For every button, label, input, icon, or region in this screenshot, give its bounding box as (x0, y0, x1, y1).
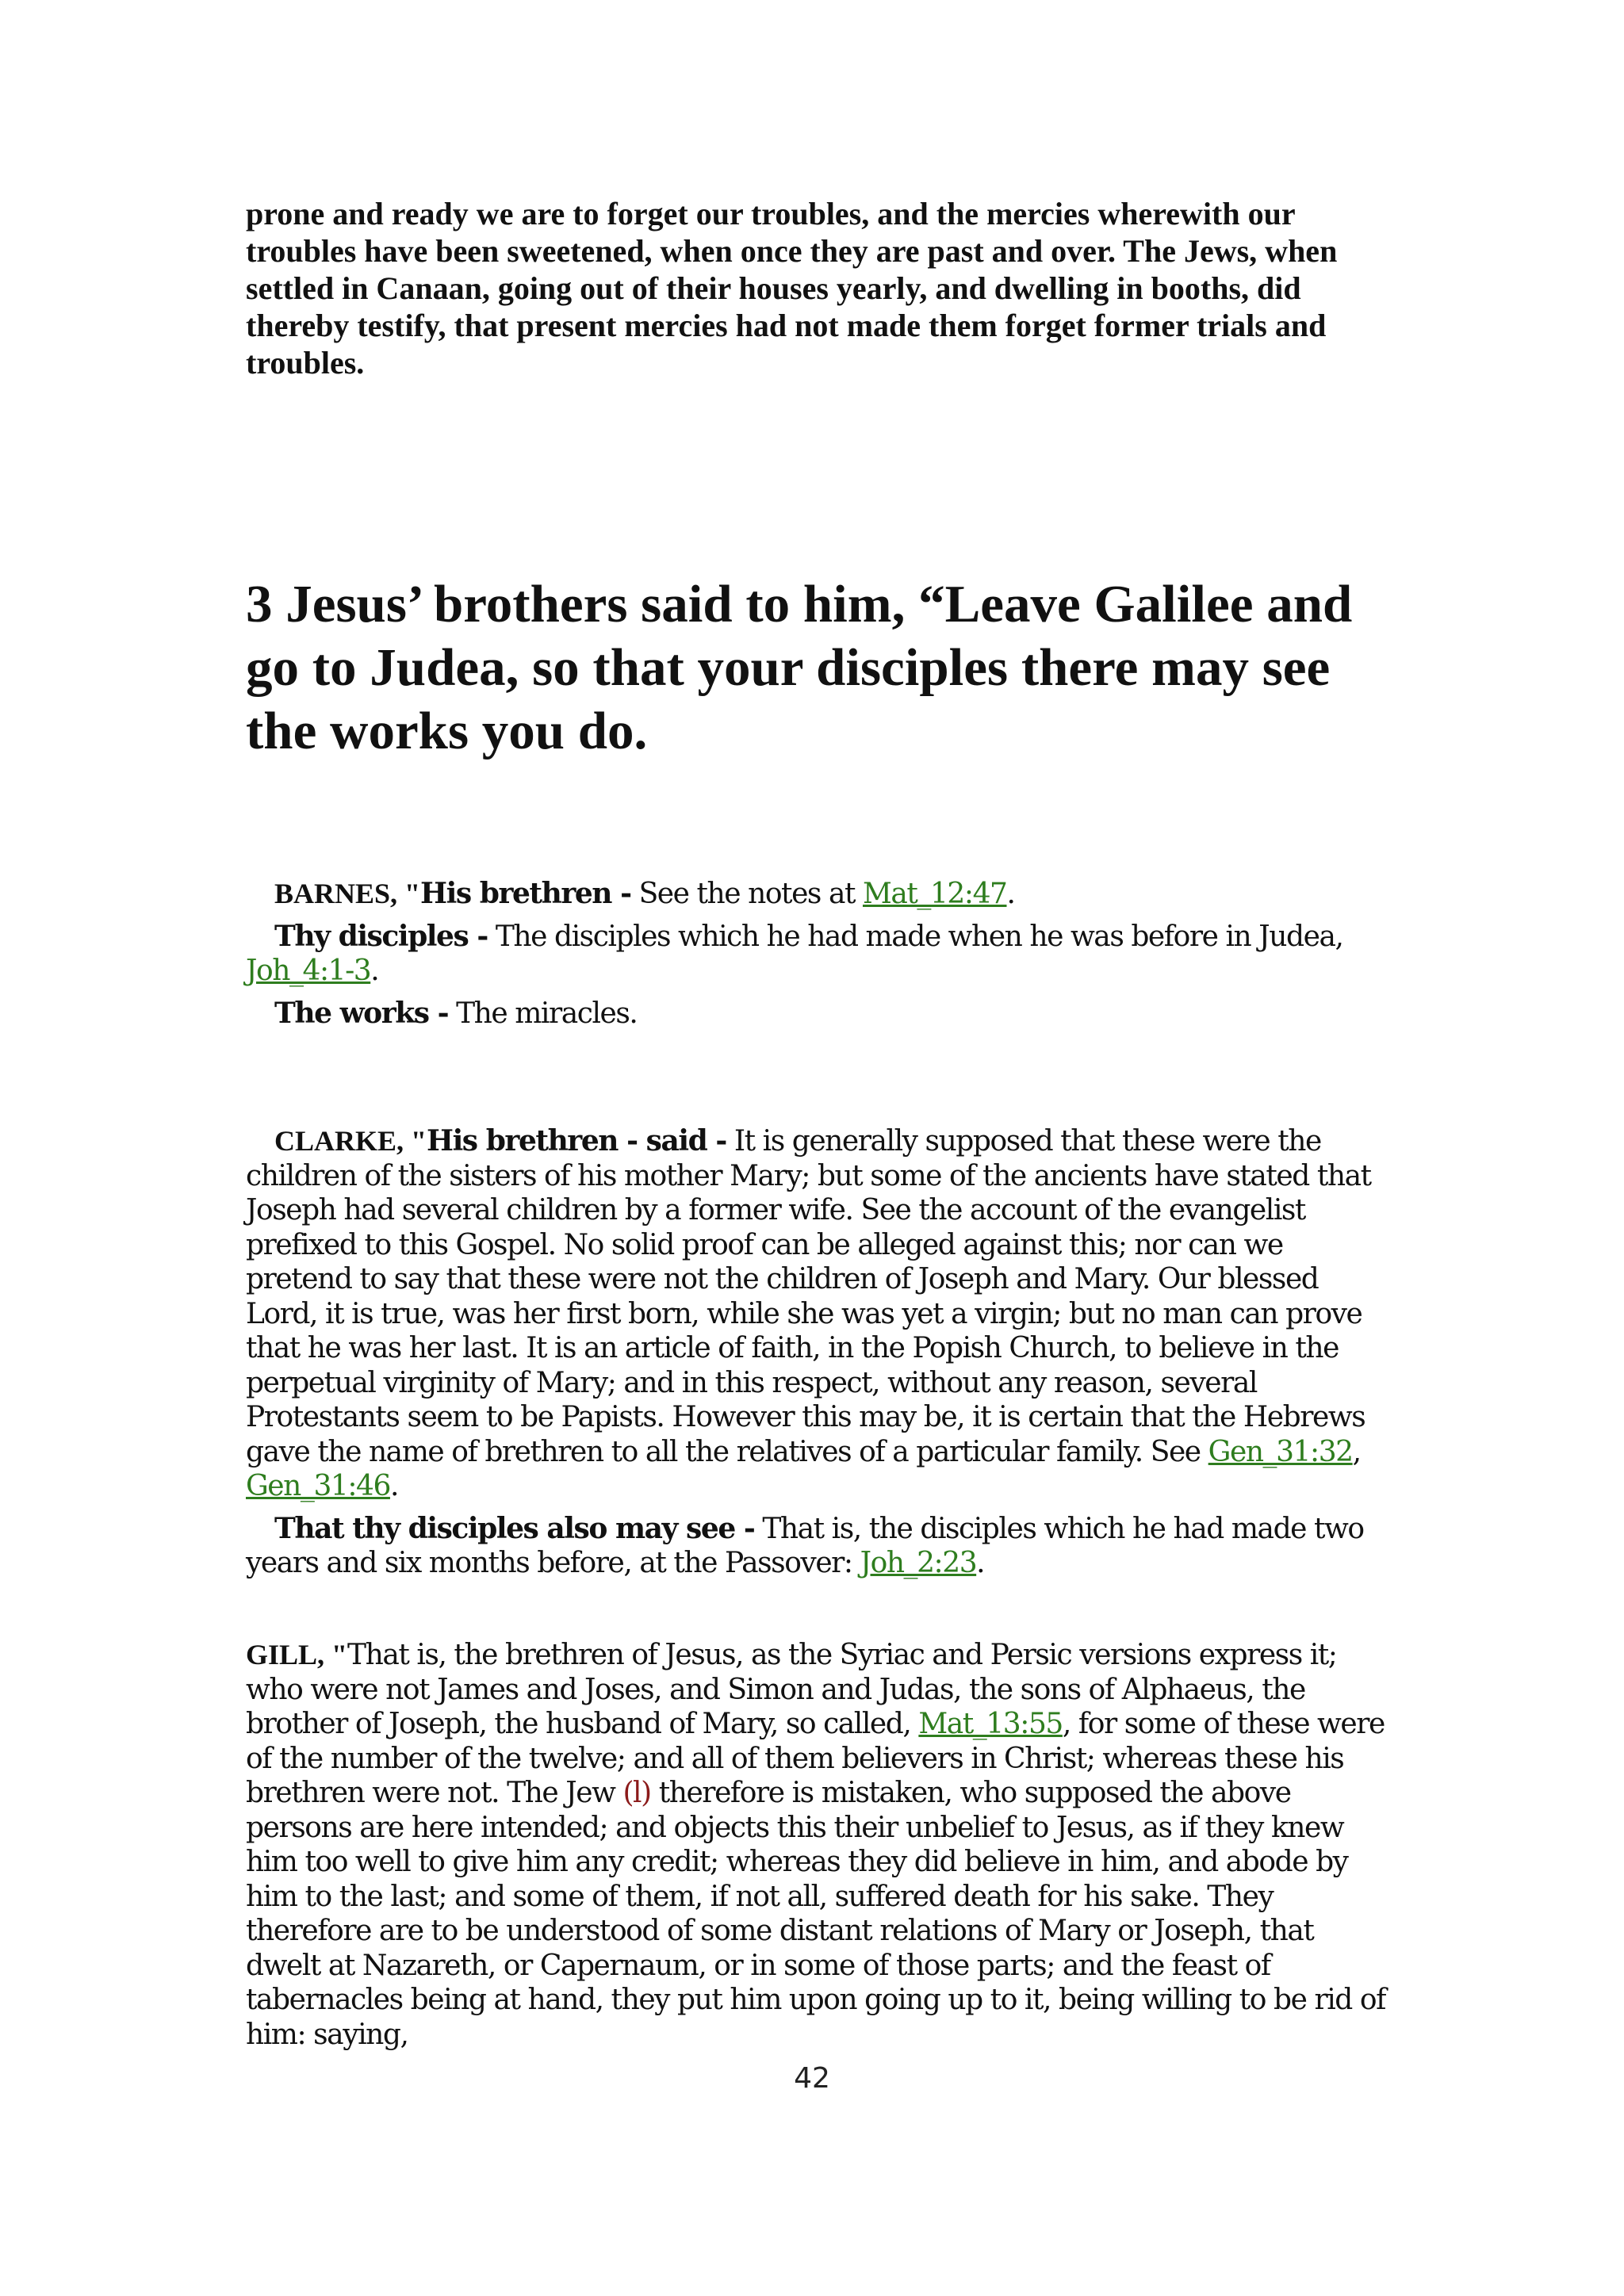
barnes-commentary (246, 877, 1388, 1031)
clarke-end-1: . (389, 1470, 398, 1502)
clarke-heading-1: His brethren - said - (427, 1124, 726, 1158)
scripture-link-joh-4-1-3[interactable]: Joh_4:1-3 (246, 955, 371, 987)
footnote-marker[interactable]: (l) (622, 1777, 651, 1809)
barnes-text-1: See the notes at (630, 878, 863, 910)
clarke-text-2: That is, the disciples which he had made two years and six months before, at the Passover: (246, 1512, 1364, 1579)
source-label-barnes: BARNES, " (274, 878, 421, 909)
barnes-paragraph-2 (246, 920, 1388, 989)
barnes-heading-3: The works - (274, 996, 449, 1030)
clarke-heading-2: That thy disciples also may see - (274, 1511, 755, 1545)
scripture-link-mat-12-47[interactable]: Mat_12:47 (862, 878, 1007, 910)
scripture-link-mat-13-55[interactable]: Mat_13:55 (918, 1708, 1063, 1740)
gill-paragraph (246, 1638, 1388, 2052)
barnes-end-1: . (1006, 878, 1015, 910)
gill-text-3: therefore is mistaken, who supposed the above persons are here intended; and objects this their unbelief to Jesus, as if they knew him too well to give him any credit; whereas they did believe in him, and abode by him to the last; and some of them, if not all, suffered death for his sake. They therefore are to be understood of some distant relations of Mary or Joseph, that dwelt at Nazareth, or Capernaum, or in some of those parts; and the feast of tabernacles being at hand, they put him upon going up to it, being willing to be rid of him: saying, (246, 1777, 1385, 2051)
barnes-paragraph-1 (246, 877, 1388, 912)
intro-paragraph: prone and ready we are to forget our troubles, and the mercies wherewith our troubles have been sweetened, when once they are past and over. The Jews, when settled in Canaan, going out of their houses yearly, and dwelling in booths, did thereby testify, that present mercies had not made them forget former trials and troubles. (246, 196, 1338, 381)
barnes-text-2: The disciples which he had made when he was before in Judea, (487, 920, 1343, 953)
barnes-text-3: The miracles. (448, 997, 638, 1030)
clarke-paragraph-1 (246, 1124, 1388, 1504)
clarke-paragraph-2 (246, 1512, 1388, 1581)
page-number: 42 (794, 2062, 830, 2095)
gill-text-1: That is, the brethren of Jesus, as the Syriac and Persic versions express it; who were not James and Joses, and Simon and Judas, the sons of Alphaeus, the brother of Joseph, the husband of Mary, so called, (246, 1639, 1337, 1740)
barnes-heading-1: His brethren - (420, 877, 631, 910)
clarke-end-2: . (976, 1547, 985, 1579)
barnes-end-2: . (370, 955, 379, 987)
barnes-heading-2: Thy disciples - (274, 919, 488, 953)
scripture-link-gen-31-32[interactable]: Gen_31:32 (1208, 1435, 1353, 1468)
verse-heading: 3 Jesus’ brothers said to him, “Leave Galilee and go to Judea, so that your disciples there may see the works you do. (246, 575, 1353, 760)
source-label-gill: GILL, " (246, 1639, 348, 1670)
clarke-commentary (246, 1124, 1388, 1581)
gill-text-2: , for some of these were of the number of the twelve; and all of them believers in Christ; whereas these his brethren were not. The Jew (246, 1708, 1385, 1809)
scripture-link-gen-31-46[interactable]: Gen_31:46 (246, 1470, 390, 1502)
gill-commentary (246, 1638, 1388, 2052)
source-label-clarke: CLARKE, " (274, 1125, 427, 1157)
clarke-separator: , (1352, 1435, 1361, 1468)
barnes-paragraph-3 (246, 997, 1388, 1031)
clarke-text-1: It is generally supposed that these were the children of the sisters of his mother Mary; but some of the ancients have stated that Joseph had several children by a former wife. See the account of the evangelist prefixed to this Gospel. No solid proof can be alleged against this; nor can we pretend to say that these were not the children of Joseph and Mary. Our blessed Lord, it is true, was her first born, while she was yet a virgin; but no man can prove that he was her last. It is an article of faith, in the Popish Church, to believe in the perpetual virginity of Mary; and in this respect, without any reason, several Protestants seem to be Papists. However this may be, it is certain that the Hebrews gave the name of brethren to all the relatives of a particular family. See (246, 1125, 1371, 1468)
scripture-link-joh-2-23[interactable]: Joh_2:23 (860, 1547, 977, 1579)
